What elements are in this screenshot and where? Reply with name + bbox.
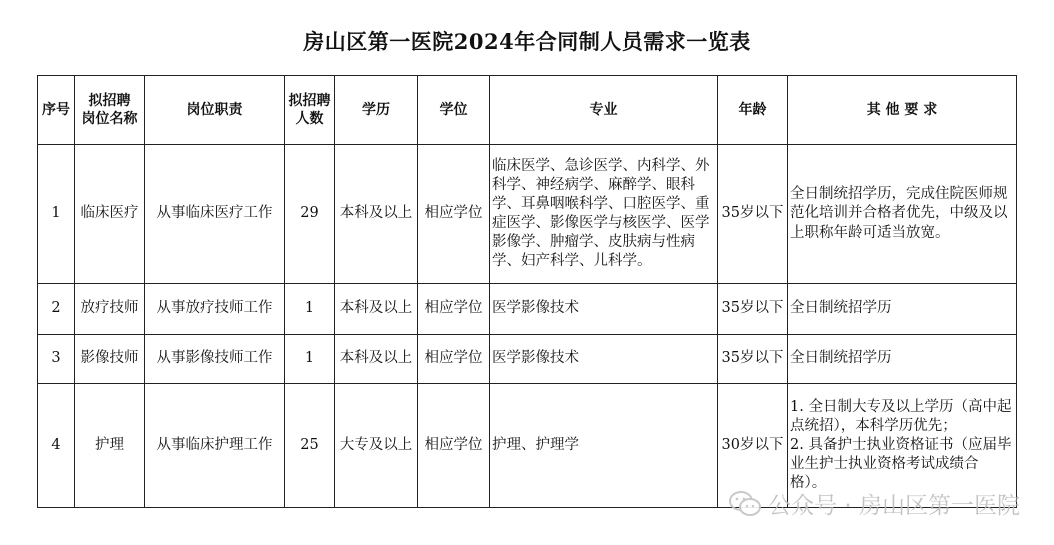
header-count-line1: 拟招聘 [288, 92, 331, 109]
requirements-table [37, 75, 1017, 508]
cell-degree: 相应学位 [418, 284, 490, 335]
cell-seq: 3 [38, 335, 75, 384]
header-seq: 序号 [38, 76, 75, 145]
cell-seq: 1 [38, 145, 75, 284]
cell-education: 本科及以上 [335, 145, 418, 284]
watermark-text: 公众号 · 房山区第一医院 [768, 493, 1020, 519]
cell-count: 29 [285, 145, 335, 284]
cell-education: 本科及以上 [335, 284, 418, 335]
cell-age: 35岁以下 [718, 284, 788, 335]
header-position-name-line1: 拟招聘 [88, 92, 131, 109]
header-other: 其 他 要 求 [788, 76, 1017, 145]
cell-education: 本科及以上 [335, 335, 418, 384]
watermark [728, 487, 1020, 520]
cell-position: 临床医疗 [75, 145, 145, 284]
cell-duty: 从事放疗技师工作 [145, 284, 285, 335]
wechat-icon [728, 490, 762, 518]
cell-count: 1 [285, 335, 335, 384]
header-count [285, 76, 335, 145]
cell-major: 临床医学、急诊医学、内科学、外科学、神经病学、麻醉学、眼科学、耳鼻咽喉科学、口腔医学、重症医学、影像医学与核医学、医学影像学、肿瘤学、皮肤病与性病学、妇产科学、儿科学。 [490, 145, 718, 284]
cell-age: 35岁以下 [718, 145, 788, 284]
cell-count: 25 [285, 384, 335, 508]
cell-seq: 2 [38, 284, 75, 335]
header-major: 专业 [490, 76, 718, 145]
cell-duty: 从事临床护理工作 [145, 384, 285, 508]
cell-degree: 相应学位 [418, 145, 490, 284]
cell-position: 护理 [75, 384, 145, 508]
header-age: 年龄 [718, 76, 788, 145]
cell-seq: 4 [38, 384, 75, 508]
cell-education: 大专及以上 [335, 384, 418, 508]
table-row [38, 335, 1017, 384]
cell-position: 放疗技师 [75, 284, 145, 335]
cell-other: 全日制统招学历 [788, 335, 1017, 384]
header-position-name [75, 76, 145, 145]
table-row [38, 145, 1017, 284]
header-education: 学历 [335, 76, 418, 145]
cell-major: 医学影像技术 [490, 284, 718, 335]
cell-degree: 相应学位 [418, 335, 490, 384]
cell-major: 护理、护理学 [490, 384, 718, 508]
page-title: 房山区第一医院2024年合同制人员需求一览表 [303, 29, 751, 54]
table-header-row [38, 76, 1017, 145]
header-count-line2: 人数 [295, 111, 324, 127]
table-row [38, 284, 1017, 335]
cell-other: 全日制统招学历 [788, 284, 1017, 335]
header-degree: 学位 [418, 76, 490, 145]
cell-degree: 相应学位 [418, 384, 490, 508]
cell-duty: 从事临床医疗工作 [145, 145, 285, 284]
cell-count: 1 [285, 284, 335, 335]
header-duty: 岗位职责 [145, 76, 285, 145]
cell-position: 影像技师 [75, 335, 145, 384]
cell-major: 医学影像技术 [490, 335, 718, 384]
other-requirement-1: 1. 全日制大专及以上学历（高中起点统招），本科学历优先； [790, 398, 1012, 434]
cell-duty: 从事影像技师工作 [145, 335, 285, 384]
cell-age: 35岁以下 [718, 335, 788, 384]
cell-other: 全日制统招学历，完成住院医师规范化培训并合格者优先，中级及以上职称年龄可适当放宽。 [788, 145, 1017, 284]
other-requirement-2: 2. 具备护士执业资格证书（应届毕业生护士执业资格考试成绩合格）。 [790, 436, 1012, 492]
cell-age: 30岁以下 [718, 384, 788, 508]
header-position-name-line2: 岗位名称 [81, 111, 138, 127]
